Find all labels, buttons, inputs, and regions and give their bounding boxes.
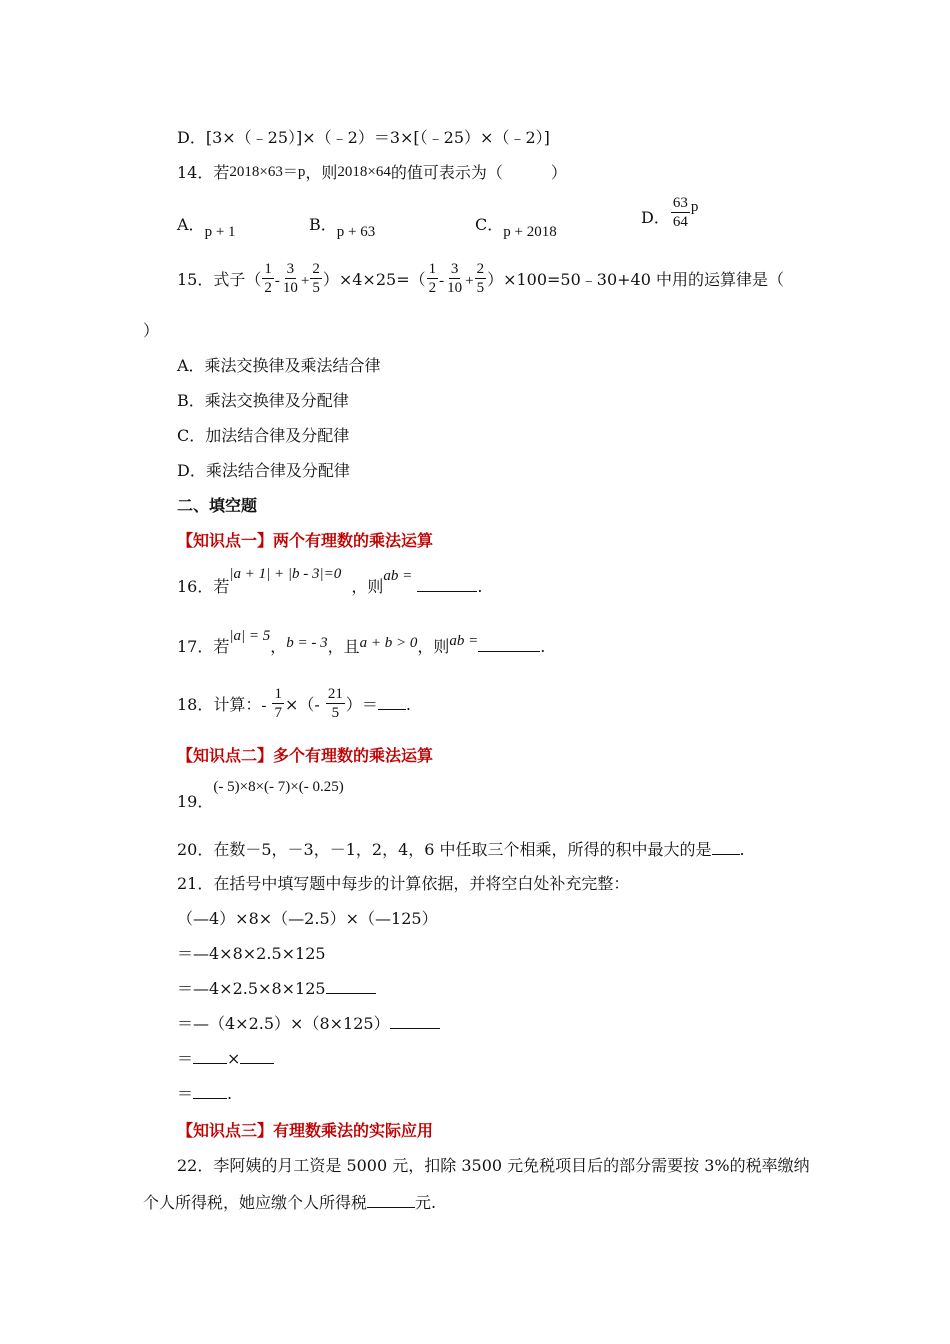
q14-option-d-num: 63: [672, 195, 688, 211]
question-16: [177, 566, 483, 598]
question-17: [177, 628, 546, 658]
q21-line-3: [177, 979, 376, 999]
q17-sep1: ，: [270, 637, 287, 656]
q18-neg: -: [261, 698, 267, 714]
q13-option-d: D．[3×（﹣25）]×（﹣2）＝3×[（﹣25）×（﹣2）]: [177, 128, 550, 147]
q20-blank[interactable]: [712, 853, 740, 855]
q15-option-b: B．乘法交换律及分配律: [177, 391, 349, 410]
q15-plus: +: [300, 273, 310, 289]
q14-option-a: [177, 212, 236, 240]
question-15: [177, 262, 784, 299]
q14-expr2: 2018×64: [337, 164, 391, 180]
q17-number: 17．若: [177, 637, 230, 656]
q21-line-6: [177, 1084, 232, 1104]
q21-line-4: [177, 1014, 440, 1034]
q21-blank-4[interactable]: [240, 1062, 274, 1064]
q20-text: 20．在数－5，－3，－1，2，4，6 中任取三个相乘，所得的积中最大的是: [177, 840, 712, 859]
q21-blank-2[interactable]: [390, 1027, 440, 1029]
q15-frac-1: $\frac{1}{2}$: [264, 261, 272, 296]
section-heading-fill-blank: 二、填空题: [177, 496, 258, 515]
q19-expr: (- 5)×8×(- 7)×(- 0.25): [213, 779, 344, 795]
q17-blank[interactable]: [478, 650, 540, 652]
q15-minus-2: -: [439, 273, 445, 289]
q16-expr2: ab =: [383, 568, 413, 584]
q15-plus-2: +: [465, 273, 474, 289]
q21-line-6-eq: ＝: [177, 1084, 194, 1103]
q15-number: 15．式子（: [177, 270, 262, 289]
q18-times: ×（-: [284, 695, 320, 714]
q21-line-3-text: ＝—4×2.5×8×125: [177, 979, 326, 998]
q14-tail: 的值可表示为（ ）: [390, 163, 567, 182]
question-20: [177, 840, 745, 860]
q15-option-a: A．乘法交换律及乘法结合律: [177, 356, 381, 375]
q15-mid2: ）×100=50﹣30+40 中用的运算律是（: [487, 270, 785, 289]
q22-blank[interactable]: [367, 1206, 415, 1208]
q14-number: 14．若: [177, 163, 230, 182]
q18-close: ）＝: [345, 695, 378, 714]
q17-expr4: ab =: [449, 633, 479, 649]
q14-option-b: [309, 212, 376, 240]
q15-frac-3: $\frac{2}{5}$: [312, 261, 320, 296]
q15-minus: -: [274, 273, 280, 289]
q15-frac-4: $\frac{1}{2}$: [428, 261, 437, 296]
q14-option-d-fraction: [671, 194, 690, 231]
q14-option-d-var: p: [690, 199, 699, 215]
q14-option-d-label: D．: [641, 208, 670, 227]
q14-option-c-label: C．: [475, 215, 504, 234]
q15-close: ）: [143, 321, 160, 340]
q14-option-a-label: A．: [177, 215, 205, 234]
q18-end: .: [405, 695, 411, 714]
q14-option-d: [641, 196, 698, 233]
q14-option-a-value: p + 1: [204, 224, 236, 240]
q22-unit: 元.: [415, 1193, 437, 1212]
question-18: [177, 686, 411, 725]
q15-frac-6: $\frac{2}{5}$: [476, 261, 485, 296]
q14-option-d-den: 64: [672, 214, 688, 230]
knowledge-point-2: 【知识点二】多个有理数的乘法运算: [177, 746, 434, 765]
q17-expr1: |a| = 5: [229, 628, 271, 644]
q14-option-c: [475, 212, 557, 240]
q15-option-d: D．乘法结合律及分配律: [177, 461, 350, 480]
q17-sep3: ，则: [417, 637, 450, 656]
q21-line-2: ＝—4×8×2.5×125: [177, 944, 326, 963]
q18-frac-1: $\frac{1}{7}$: [274, 686, 282, 721]
q18-frac-2: $\frac{21}{5}$: [327, 686, 343, 721]
question-22-line-1: 22．李阿姨的月工资是 5000 元，扣除 3500 元免税项目后的部分需要按 3%的税率缴纳: [177, 1156, 810, 1175]
q16-expr: |a + 1| + |b - 3|=0: [229, 566, 342, 582]
q18-number: 18．计算：: [177, 695, 262, 714]
question-14: [177, 163, 567, 184]
q20-end: .: [739, 840, 745, 859]
q17-sep2: ，且: [327, 637, 360, 656]
knowledge-point-1: 【知识点一】两个有理数的乘法运算: [177, 531, 434, 550]
q15-mid1: ）×4×25=（: [322, 270, 426, 289]
q21-line-1: （—4）×8×（—2.5）×（—125）: [177, 909, 438, 928]
q17-expr3: a + b > 0: [359, 635, 418, 651]
q21-blank-5[interactable]: [193, 1097, 227, 1099]
question-22-line-2: [143, 1193, 436, 1213]
q16-mid: ，则: [351, 577, 384, 596]
q16-end: .: [477, 577, 483, 596]
q21-blank-3[interactable]: [193, 1062, 227, 1064]
q19-number: 19．: [177, 792, 214, 811]
q22-text: 个人所得税，她应缴个人所得税: [143, 1193, 368, 1212]
knowledge-point-3: 【知识点三】有理数乘法的实际应用: [177, 1121, 434, 1140]
q14-option-c-value: p + 2018: [503, 224, 557, 240]
q14-mid: ，则: [305, 163, 338, 182]
q21-line-4-text: ＝—（4×2.5）×（8×125）: [177, 1014, 390, 1033]
question-19: [177, 779, 344, 813]
q15-option-c: C．加法结合律及分配律: [177, 426, 350, 445]
q16-blank[interactable]: [417, 590, 477, 592]
question-21: 21．在括号中填写题中每步的计算依据，并将空白处补充完整：: [177, 874, 630, 893]
q14-expr1: 2018×63＝p: [229, 164, 306, 180]
q21-line-6-end: .: [227, 1084, 233, 1103]
q18-blank[interactable]: [378, 708, 406, 710]
q15-frac-2: $\frac{3}{10}$: [282, 261, 298, 296]
q14-option-b-label: B．: [309, 215, 337, 234]
q16-number: 16．若: [177, 577, 230, 596]
q15-frac-5: $\frac{3}{10}$: [447, 261, 463, 296]
q17-expr2: b = - 3: [286, 635, 328, 651]
q14-option-b-value: p + 63: [336, 224, 376, 240]
q17-end: .: [540, 637, 546, 656]
q21-line-5-times: ×: [227, 1049, 241, 1068]
q21-line-5-eq: ＝: [177, 1049, 194, 1068]
q21-blank-1[interactable]: [326, 992, 376, 994]
q21-line-5: [177, 1049, 274, 1069]
